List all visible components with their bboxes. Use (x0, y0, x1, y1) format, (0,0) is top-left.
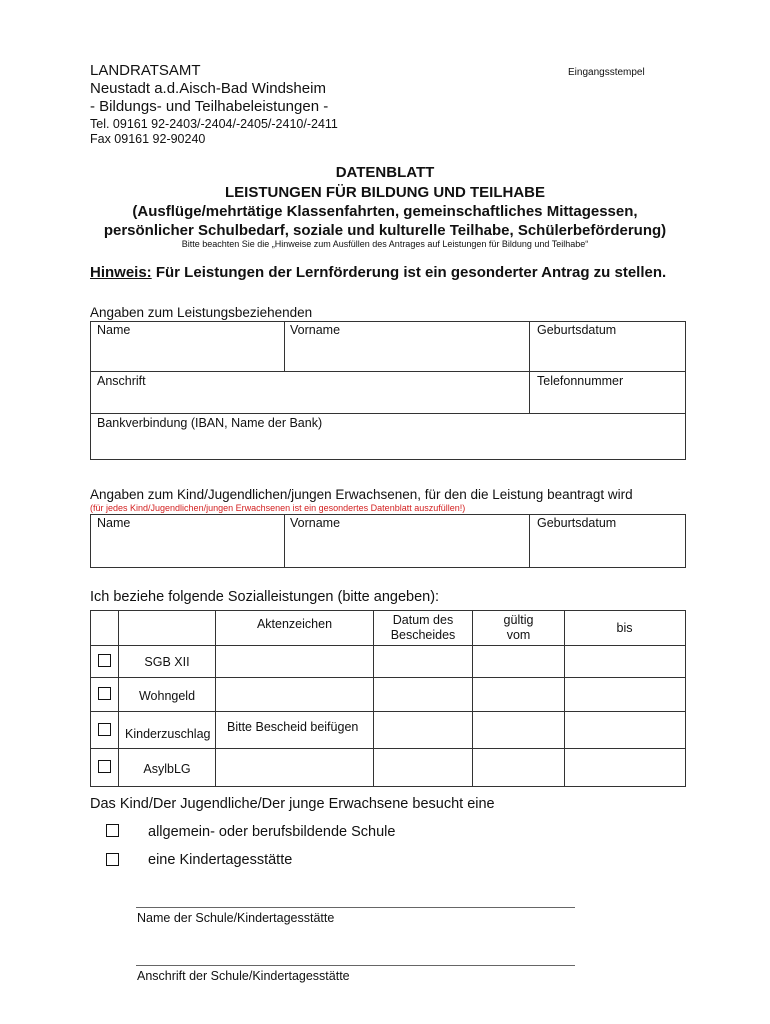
input-bank[interactable] (91, 431, 684, 457)
instructions-note: Bitte beachten Sie die „Hinweise zum Ausfüllen des Antrages auf Leistungen für Bildung und Teilhabe“ (181, 239, 589, 249)
section4-heading: Das Kind/Der Jugendliche/Der junge Erwachsene besucht eine (90, 796, 495, 812)
divider (90, 371, 685, 372)
attach-notice: Bitte Bescheid beifügen (227, 720, 359, 734)
input-vorname[interactable] (285, 336, 528, 370)
divider (90, 748, 685, 749)
row-label-asylblg: AsylbLG (143, 762, 191, 776)
field-vorname-label: Vorname (290, 323, 341, 337)
option-kita-label: eine Kindertagesstätte (148, 852, 293, 868)
col-aktenzeichen: Aktenzeichen (256, 617, 333, 631)
col-datum-line2: Bescheides (390, 628, 456, 642)
school-address-line[interactable] (136, 965, 575, 966)
school-name-label: Name der Schule/Kindertagesstätte (137, 911, 335, 925)
section3-heading: Ich beziehe folgende Sozialleistungen (bitte angeben): (90, 589, 440, 605)
checkbox-kinderzuschlag[interactable] (98, 723, 111, 736)
divider (90, 711, 685, 712)
field-name-label: Name (97, 323, 131, 337)
office-department: - Bildungs- und Teilhabeleistungen - (90, 98, 329, 115)
hinweis-label: Hinweis: (90, 264, 152, 281)
divider (90, 677, 685, 678)
section1-heading: Angaben zum Leistungsbeziehenden (90, 305, 313, 320)
option-schule-label: allgemein- oder berufsbildende Schule (148, 824, 396, 840)
col-gueltig-line2: vom (506, 628, 531, 642)
checkbox-wohngeld[interactable] (98, 687, 111, 700)
child-name-label: Name (97, 516, 131, 530)
child-geburtsdatum-label: Geburtsdatum (537, 516, 617, 530)
doc-subtitle-services-1: (Ausflüge/mehrtätige Klassenfahrten, gemeinschaftliches Mittagessen, (132, 203, 638, 220)
field-telefon-label: Telefonnummer (537, 374, 624, 388)
hinweis-line (90, 264, 666, 282)
office-name: LANDRATSAMT (90, 62, 201, 79)
doc-subtitle-services-2: persönlicher Schulbedarf, soziale und kulturelle Teilhabe, Schülerbeförderung) (103, 222, 667, 239)
col-bis: bis (616, 621, 633, 635)
divider (564, 610, 565, 786)
field-anschrift-label: Anschrift (97, 374, 146, 388)
divider (215, 610, 216, 786)
col-datum-line1: Datum des (392, 613, 454, 627)
checkbox-sgb-xii[interactable] (98, 654, 111, 667)
section2-heading: Angaben zum Kind/Jugendlichen/jungen Erwachsenen, für den die Leistung beantragt wird (90, 487, 633, 502)
field-geburtsdatum-label: Geburtsdatum (537, 323, 617, 337)
office-fax: Fax 09161 92-90240 (90, 132, 206, 146)
input-child-name[interactable] (91, 532, 283, 565)
row-label-sgb-xii: SGB XII (144, 655, 190, 669)
row-label-kinderzuschlag: Kinderzuschlag (125, 727, 211, 741)
col-gueltig-line1: gültig (503, 613, 534, 627)
entry-stamp-label: Eingangsstempel (568, 67, 645, 78)
input-child-geburtsdatum[interactable] (530, 532, 684, 565)
input-geburtsdatum[interactable] (530, 336, 684, 370)
input-child-vorname[interactable] (285, 532, 528, 565)
section2-note: (für jedes Kind/Jugendlichen/jungen Erwachsenen ist ein gesondertes Datenblatt auszufüllen!) (90, 503, 466, 513)
input-name[interactable] (91, 336, 283, 370)
doc-title: DATENBLATT (335, 164, 435, 181)
child-vorname-label: Vorname (290, 516, 341, 530)
field-bank-label: Bankverbindung (IBAN, Name der Bank) (97, 416, 323, 430)
doc-subtitle: LEISTUNGEN FÜR BILDUNG UND TEILHABE (225, 184, 545, 201)
hinweis-text: Für Leistungen der Lernförderung ist ein gesonderter Antrag zu stellen. (151, 264, 667, 281)
checkbox-asylblg[interactable] (98, 760, 111, 773)
school-name-line[interactable] (136, 907, 575, 908)
office-phone: Tel. 09161 92-2403/-2404/-2405/-2410/-2411 (90, 117, 338, 131)
checkbox-kita[interactable] (106, 853, 119, 866)
row-label-wohngeld: Wohngeld (138, 689, 196, 703)
input-anschrift[interactable] (91, 388, 528, 412)
divider (90, 645, 685, 646)
office-city: Neustadt a.d.Aisch-Bad Windsheim (90, 80, 326, 97)
school-address-label: Anschrift der Schule/Kindertagesstätte (137, 969, 350, 983)
divider (90, 413, 685, 414)
input-telefon[interactable] (530, 388, 684, 412)
checkbox-schule[interactable] (106, 824, 119, 837)
